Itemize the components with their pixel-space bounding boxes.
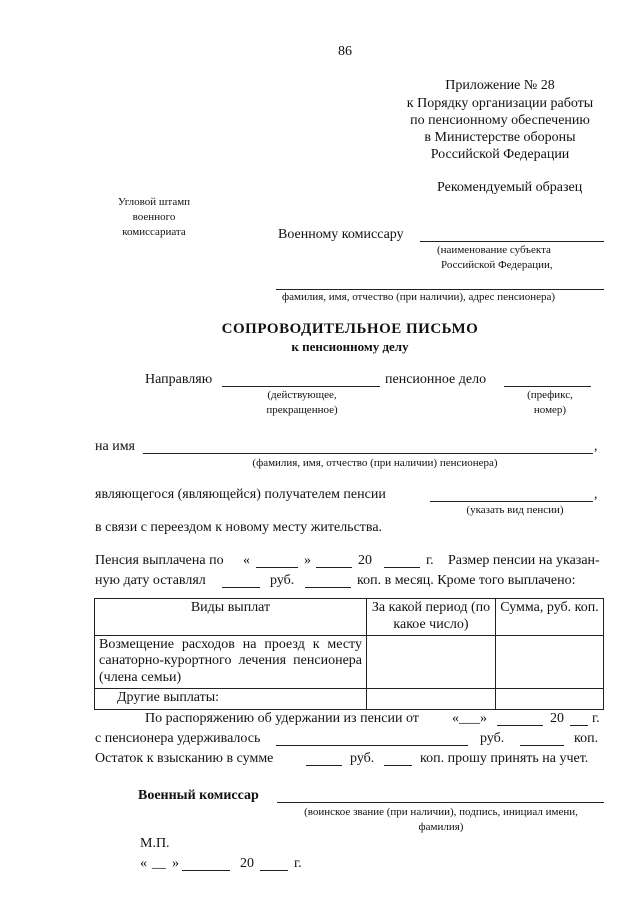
remainder-rub-label: руб. bbox=[350, 751, 375, 766]
date-year-suffix: г. bbox=[294, 856, 302, 871]
stamp-line-3: комиссариата bbox=[122, 226, 186, 238]
withheld-rub-label: руб. bbox=[480, 731, 505, 746]
pension-size-text: Размер пенсии на указан- bbox=[448, 553, 600, 568]
table-cell-type: Другие выплаты: bbox=[95, 688, 367, 709]
recipient-label: являющегося (являющейся) получателем пенсии bbox=[95, 487, 386, 502]
table-header-sum: Сумма, руб. коп. bbox=[496, 599, 604, 636]
pension-paid-month-field[interactable] bbox=[316, 567, 352, 568]
deduction-date-day: «___» bbox=[452, 711, 487, 726]
document-title: СОПРОВОДИТЕЛЬНОЕ ПИСЬМО bbox=[221, 321, 479, 337]
addressee-hint-3: фамилия, имя, отчество (при наличии), адрес пенсионера) bbox=[282, 291, 556, 303]
signature-field[interactable] bbox=[277, 802, 604, 803]
appendix-line-4: в Министерстве обороны bbox=[424, 130, 576, 145]
date-month-field[interactable] bbox=[182, 870, 230, 871]
seal-place: М.П. bbox=[140, 836, 170, 851]
remainder-label: Остаток к взысканию в сумме bbox=[95, 751, 274, 766]
case-status-hint-1: (действующее, bbox=[267, 389, 337, 401]
deduction-label: По распоряжению об удержании из пенсии от bbox=[145, 711, 419, 726]
withheld-label: с пенсионера удерживалось bbox=[95, 731, 261, 746]
signature-hint-1: (воинское звание (при наличии), подпись, инициал имени, bbox=[304, 806, 578, 818]
pension-paid-year-prefix: 20 bbox=[358, 553, 372, 568]
stamp-line-2: военного bbox=[132, 211, 176, 223]
signature-hint-2: фамилия) bbox=[418, 821, 464, 833]
table-row bbox=[95, 635, 604, 688]
table-cell-sum[interactable] bbox=[496, 635, 604, 688]
addressee-hint-2: Российской Федерации, bbox=[441, 259, 553, 271]
pension-rub-label: руб. bbox=[270, 573, 295, 588]
remainder-kop-label: коп. прошу принять на учет. bbox=[420, 751, 589, 766]
withheld-rub-field[interactable] bbox=[276, 745, 468, 746]
pension-paid-day-field[interactable] bbox=[256, 567, 298, 568]
table-header-type: Виды выплат bbox=[95, 599, 367, 636]
appendix-line-5: Российской Федерации bbox=[430, 147, 570, 162]
payments-table bbox=[94, 598, 604, 710]
table-cell-sum[interactable] bbox=[496, 688, 604, 709]
table-header-row bbox=[95, 599, 604, 636]
recommended-sample: Рекомендуемый образец bbox=[437, 180, 583, 195]
date-day-blank[interactable]: __ bbox=[152, 856, 166, 871]
name-label: на имя bbox=[95, 439, 135, 454]
document-subtitle: к пенсионному делу bbox=[291, 339, 409, 354]
table-cell-type: Возмещение расходов на проезд к месту санаторно-курортного лечения пенсионера (члена семьи) bbox=[95, 635, 367, 688]
pension-quote-close: » bbox=[304, 553, 311, 568]
deduction-month-field[interactable] bbox=[497, 725, 543, 726]
table-header-period: За какой период (по какое число) bbox=[367, 599, 496, 636]
withheld-kop-field[interactable] bbox=[520, 745, 564, 746]
date-quote-close: » bbox=[172, 856, 179, 871]
case-number-field[interactable] bbox=[504, 386, 591, 387]
send-label: Направляю bbox=[145, 372, 213, 387]
appendix-line-1: Приложение № 28 bbox=[445, 78, 555, 93]
pension-kop-label: коп. в месяц. Кроме того выплачено: bbox=[357, 573, 576, 588]
deduction-year-suffix: г. bbox=[592, 711, 600, 726]
table-cell-period[interactable] bbox=[367, 635, 496, 688]
date-quote-open: « bbox=[140, 856, 147, 871]
pension-size-label: ную дату оставлял bbox=[95, 573, 206, 588]
date-year-prefix: 20 bbox=[240, 856, 254, 871]
pension-type-field[interactable] bbox=[430, 501, 593, 502]
pension-rub-field[interactable] bbox=[222, 587, 260, 588]
name-comma: , bbox=[594, 439, 598, 454]
date-year-field[interactable] bbox=[260, 870, 288, 871]
addressee-field[interactable] bbox=[420, 241, 604, 242]
recipient-comma: , bbox=[594, 487, 598, 502]
remainder-rub-field[interactable] bbox=[306, 765, 342, 766]
case-status-hint-2: прекращенное) bbox=[266, 404, 338, 416]
pension-paid-label: Пенсия выплачена по bbox=[95, 553, 224, 568]
pension-type-hint: (указать вид пенсии) bbox=[466, 504, 564, 516]
case-number-hint-2: номер) bbox=[533, 404, 567, 416]
pension-paid-year-suffix: г. bbox=[426, 553, 434, 568]
remainder-kop-field[interactable] bbox=[384, 765, 412, 766]
signature-label: Военный комиссар bbox=[138, 788, 259, 803]
name-hint: (фамилия, имя, отчество (при наличии) пенсионера) bbox=[252, 457, 498, 469]
appendix-line-3: по пенсионному обеспечению bbox=[410, 113, 590, 128]
addressee-label: Военному комиссару bbox=[278, 227, 404, 242]
send-middle: пенсионное дело bbox=[385, 372, 487, 387]
pension-quote-open: « bbox=[243, 553, 250, 568]
appendix-line-2: к Порядку организации работы bbox=[406, 96, 594, 111]
addressee-hint-1: (наименование субъекта bbox=[437, 244, 551, 256]
withheld-kop-label: коп. bbox=[574, 731, 599, 746]
case-status-field[interactable] bbox=[222, 386, 380, 387]
table-row bbox=[95, 688, 604, 709]
table-cell-period[interactable] bbox=[367, 688, 496, 709]
stamp-line-1: Угловой штамп bbox=[117, 196, 191, 208]
page-number: 86 bbox=[338, 44, 352, 59]
deduction-year-field[interactable] bbox=[570, 725, 588, 726]
deduction-year-prefix: 20 bbox=[550, 711, 564, 726]
pension-kop-field[interactable] bbox=[305, 587, 351, 588]
pension-paid-year-field[interactable] bbox=[384, 567, 420, 568]
relocation-text: в связи с переездом к новому месту жительства. bbox=[95, 520, 383, 535]
case-number-hint-1: (префикс, bbox=[527, 389, 573, 401]
pensioner-name-field[interactable] bbox=[143, 453, 593, 454]
addressee-field-2[interactable] bbox=[276, 289, 604, 290]
